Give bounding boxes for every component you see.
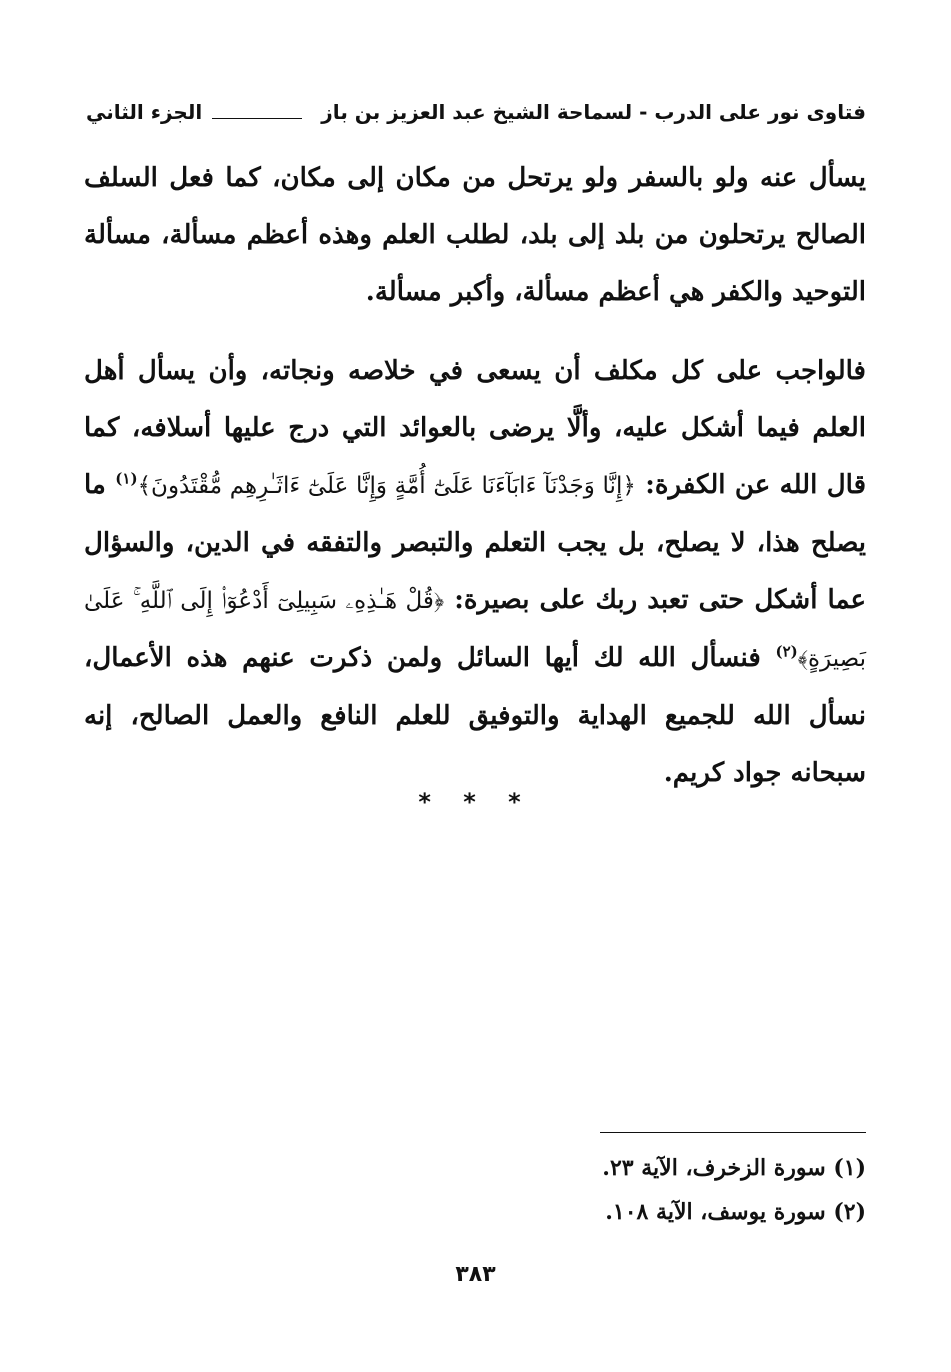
header-rule <box>212 118 302 119</box>
paragraph-2-part-2: ما يصلح هذا، لا يصلح، بل يجب التعلم والتبصر والتفقه في الدين، والسؤال عما أشكل حتى تعبد ربك على بصيرة: <box>84 470 867 615</box>
footnote-1: (١) سورة الزخرف، الآية ٢٣. <box>602 1155 866 1181</box>
footnote-ref-1: (١) <box>115 469 138 488</box>
page-number: ٣٨٣ <box>455 1262 496 1287</box>
paragraph-2-part-1: فالواجب على كل مكلف أن يسعى في خلاصه ونجاته، وأن يسأل أهل العلم فيما أشكل عليه، وألَّا يرضى بالعوائد التي درج عليها أسلافه، كما قال الله عن الكفرة: <box>84 356 866 500</box>
footnote-ref-2: (٢) <box>775 642 798 661</box>
paragraph-1: يسأل عنه ولو بالسفر ولو يرتحل من مكان إلى مكان، كما فعل السلف الصالح يرتحلون من بلد إلى بلد، لطلب العلم وهذه أعظم مسألة، مسألة التوحيد والكفر هي أعظم مسألة، وأكبر مسألة. <box>84 163 866 307</box>
quran-verse-1: ﴿إِنَّا وَجَدْنَآ ءَابَآءَنَا عَلَىٰٓ أُمَّةٍ وَإِنَّا عَلَىٰٓ ءَاثَـٰرِهِم مُّقْتَدُونَ﴾ <box>137 473 636 499</box>
header-part-group <box>86 100 302 124</box>
running-header <box>86 92 866 132</box>
book-title: فتاوى نور على الدرب - لسماحة الشيخ عبد العزيز بن باز <box>321 100 866 124</box>
paragraph-2 <box>84 343 866 802</box>
section-separator: * * * <box>418 788 533 816</box>
footnote-divider <box>600 1132 866 1133</box>
footnotes <box>300 1146 866 1234</box>
paragraph-2-part-3: فنسأل الله لك أيها السائل ولمن ذكرت عنهم هذه الأعمال، نسأل الله للجميع الهداية والتوفيق للعلم النافع والعمل الصالح، إنه سبحانه جواد كريم. <box>84 643 866 788</box>
footnote-2: (٢) سورة يوسف، الآية ١٠٨. <box>605 1199 866 1225</box>
quran-verse-2: ﴿قُلْ هَـٰذِهِۦ سَبِيلِىٓ أَدْعُوٓا۟ إِلَى ٱللَّهِ ۚ عَلَىٰ بَصِيرَةٍ﴾ <box>84 588 866 672</box>
volume-label: الجزء الثاني <box>86 100 203 124</box>
main-text <box>84 150 866 802</box>
